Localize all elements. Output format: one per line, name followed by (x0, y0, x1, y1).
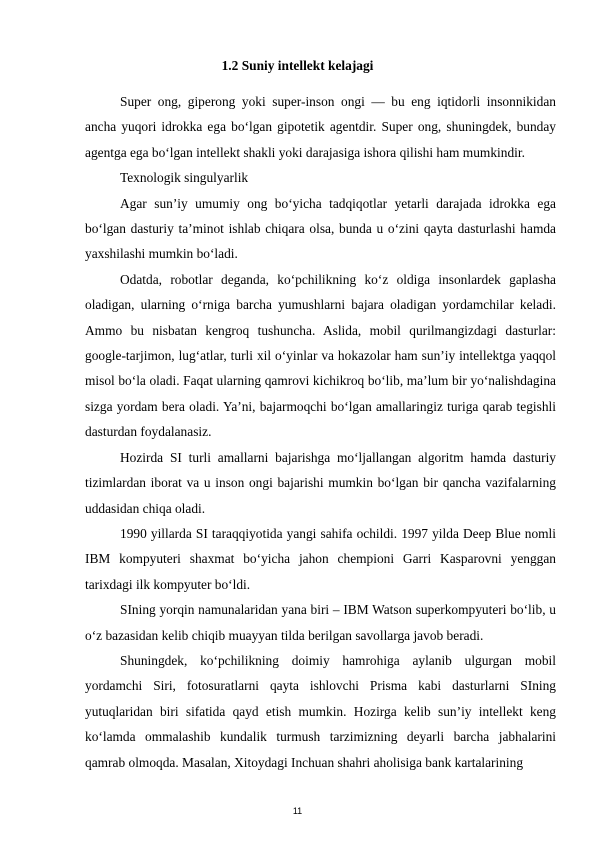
paragraph-deep-blue: 1990 yillarda SI taraqqiyotida yangi sahifa ochildi. 1997 yilda Deep Blue nomli IBM kompyuteri shaxmat bo‘yicha jahon chempioni Garri Kasparovni yenggan tarixdagi ilk kompyuter bo‘ldi. (85, 525, 556, 592)
page-number: 11 (292, 806, 303, 816)
paragraph-umumiy-ong: Agar sun’iy umumiy ong bo‘yicha tadqiqotlar yetarli darajada idrokka ega bo‘lgan dasturiy ta’minot ishlab chiqara olsa, bunda u o‘zini qayta dasturlashi hamda yaxshilashi mumkin bo‘ladi. (85, 195, 556, 262)
paragraph-super-ong: Super ong, giperong yoki super-inson ongi — bu eng iqtidorli insonnikidan ancha yuqori idrokka ega bo‘lgan gipotetik agentdir. Super ong, shuningdek, bunday agentga ega bo‘lgan intellekt shakli yoki darajasiga ishora qilishi ham mumkindir. (85, 94, 556, 160)
paragraph-ibm-watson: SIning yorqin namunalaridan yana biri – IBM Watson superkompyuteri bo‘lib, u o‘z bazasidan kelib chiqib muayyan tilda berilgan savollarga javob beradi. (85, 602, 556, 643)
section-heading: 1.2 Suniy intellekt kelajagi (221, 58, 374, 73)
body-text (85, 89, 556, 775)
paragraph-subheading-singulyarlik: Texnologik singulyarlik (120, 170, 249, 186)
paragraph-robotlar: Odatda, robotlar deganda, ko‘pchilikning ko‘z oldiga insonlardek gaplasha oladigan, ularning o‘rniga barcha yumushlarni bajara oladigan yordamchilar keladi. Ammo bu nisbatan kengroq tushuncha. Aslida, mobil qurilmangizdagi dasturlar: google-tarjimon, lug‘atlar, turli xil o‘yinlar va hokazolar ham sun’iy intellektga yaqqol misol bo‘la oladi. Faqat ularning qamrovi kichikroq bo‘lib, ma’lum bir yo‘nalishdagina sizga yordam bera oladi. Ya’ni, bajarmoqchi bo‘lgan amallaringiz turiga qarab tegishli dasturdan foydalanasiz. (85, 271, 556, 440)
paragraph-si-algoritm: Hozirda SI turli amallarni bajarishga mo‘ljallangan algoritm hamda dasturiy tizimlardan iborat va u inson ongi bajarishi mumkin bo‘lgan bir qancha vazifalarning uddasidan chiqa oladi. (85, 449, 556, 516)
paragraph-siri-prisma: Shuningdek, ko‘pchilikning doimiy hamrohiga aylanib ulgurgan mobil yordamchi Siri, fotosuratlarni qayta ishlovchi Prisma kabi dasturlarni SIning yutuqlaridan biri sifatida qayd etish mumkin. Hozirga kelib sun’iy intellekt keng ko‘lamda ommalashib kundalik turmush tarzimizning deyarli barcha jabhalarini qamrab olmoqda. Masalan, Xitoydagi Inchuan shahri aholisiga bank kartalarining (85, 652, 556, 770)
